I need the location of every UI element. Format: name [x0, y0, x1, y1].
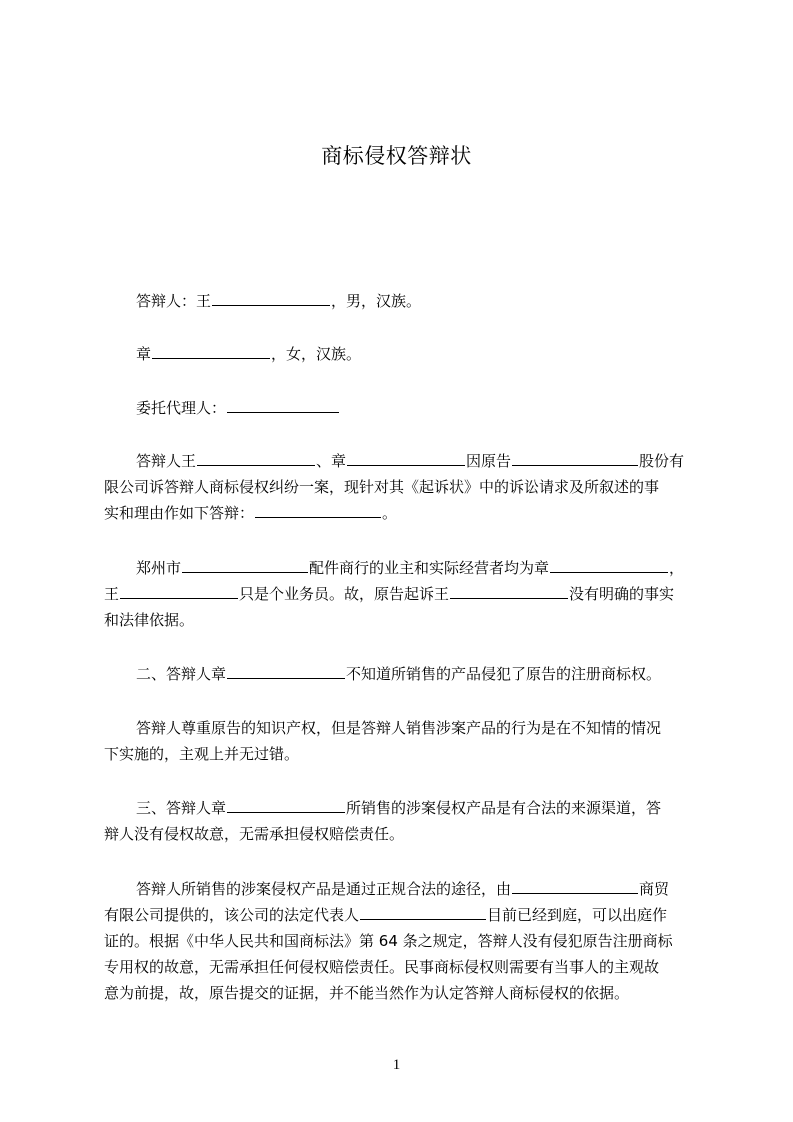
- text: 意为前提，故，原告提交的证据，并不能当然作为认定答辩人商标侵权的依据。: [104, 984, 630, 1002]
- page-number: 1: [392, 1057, 401, 1073]
- paragraph-one-line-1: [104, 557, 736, 579]
- text: 没有明确的事实: [569, 585, 675, 603]
- text: 答辩人：王: [136, 292, 212, 310]
- text: ，: [669, 559, 685, 577]
- blank-field: [347, 450, 465, 466]
- paragraph-intro-line-1: [104, 450, 736, 472]
- text: 章: [136, 345, 152, 363]
- text: 答辩人尊重原告的知识产权，但是答辩人销售涉案产品的行为是在不知情的情况: [136, 719, 662, 737]
- blank-field: [227, 397, 339, 413]
- blank-field: [550, 557, 668, 573]
- text: 限公司诉答辩人商标侵权纠纷一案，现针对其《起诉状》中的诉讼请求及所叙述的事: [104, 478, 660, 496]
- text: 下实施的，主观上并无过错。: [104, 745, 300, 763]
- blank-field: [152, 343, 270, 359]
- text: 专用权的故意，无需承担任何侵权赔偿责任。民事商标侵权则需要有当事人的主观故: [104, 958, 660, 976]
- text: 股份有: [639, 452, 685, 470]
- blank-field: [227, 797, 345, 813]
- text: 配件商行的业主和实际经营者均为章: [309, 559, 550, 577]
- final-paragraph-line-2: [104, 904, 704, 926]
- text: 答辩人王: [136, 452, 197, 470]
- final-paragraph-line-3: [104, 930, 704, 952]
- final-paragraph-line-4: [104, 956, 704, 978]
- paragraph-intro-line-3: [104, 502, 704, 524]
- text: 二、答辩人章: [136, 665, 227, 683]
- final-paragraph-line-5: [104, 982, 704, 1004]
- final-paragraph-line-1: [104, 878, 736, 900]
- text: ，女，汉族。: [271, 345, 362, 363]
- text: 有限公司提供的，该公司的法定代表人: [104, 906, 360, 924]
- document-title: 商标侵权答辩状: [321, 144, 472, 168]
- section-two-line-1: [104, 717, 736, 739]
- text: 实和理由作如下答辩：: [104, 504, 255, 522]
- text: 只是个业务员。故，原告起诉王: [239, 585, 450, 603]
- blank-field: [212, 290, 330, 306]
- blank-field: [227, 663, 345, 679]
- text: 辩人没有侵权故意，无需承担侵权赔偿责任。: [104, 825, 405, 843]
- text: 委托代理人：: [136, 399, 227, 417]
- text: 王: [104, 585, 120, 603]
- blank-field: [450, 583, 568, 599]
- text: 证的。根据《中华人民共和国商标法》第 64 条之规定，答辩人没有侵犯原告注册商标: [104, 932, 673, 950]
- paragraph-intro-line-2: [104, 476, 704, 498]
- section-two-line-2: [104, 743, 704, 765]
- text: 所销售的涉案侵权产品是有合法的来源渠道，答: [346, 799, 662, 817]
- paragraph-one-line-2: [104, 583, 704, 605]
- text: 郑州市: [136, 559, 182, 577]
- section-three-line-2: [104, 823, 704, 845]
- text: 不知道所销售的产品侵犯了原告的注册商标权。: [346, 665, 662, 683]
- respondent-line-1: [104, 290, 736, 312]
- text: 、章: [316, 452, 347, 470]
- text: 目前已经到庭，可以出庭作: [487, 906, 668, 924]
- blank-field: [182, 557, 308, 573]
- section-two-heading: [104, 663, 736, 685]
- section-three-heading: [104, 797, 736, 819]
- text: 商贸: [639, 880, 670, 898]
- agent-line: [104, 397, 736, 419]
- blank-field: [360, 904, 486, 920]
- paragraph-one-line-3: [104, 609, 704, 631]
- text: 答辩人所销售的涉案侵权产品是通过正规合法的途径，由: [136, 880, 512, 898]
- text: 和法律依据。: [104, 611, 195, 629]
- blank-field: [120, 583, 238, 599]
- text: 。: [382, 504, 398, 522]
- blank-field: [512, 878, 638, 894]
- blank-field: [255, 502, 381, 518]
- text: ，男，汉族。: [331, 292, 422, 310]
- blank-field: [197, 450, 315, 466]
- text: 因原告: [466, 452, 512, 470]
- text: 三、答辩人章: [136, 799, 227, 817]
- blank-field: [512, 450, 638, 466]
- respondent-line-2: [104, 343, 736, 365]
